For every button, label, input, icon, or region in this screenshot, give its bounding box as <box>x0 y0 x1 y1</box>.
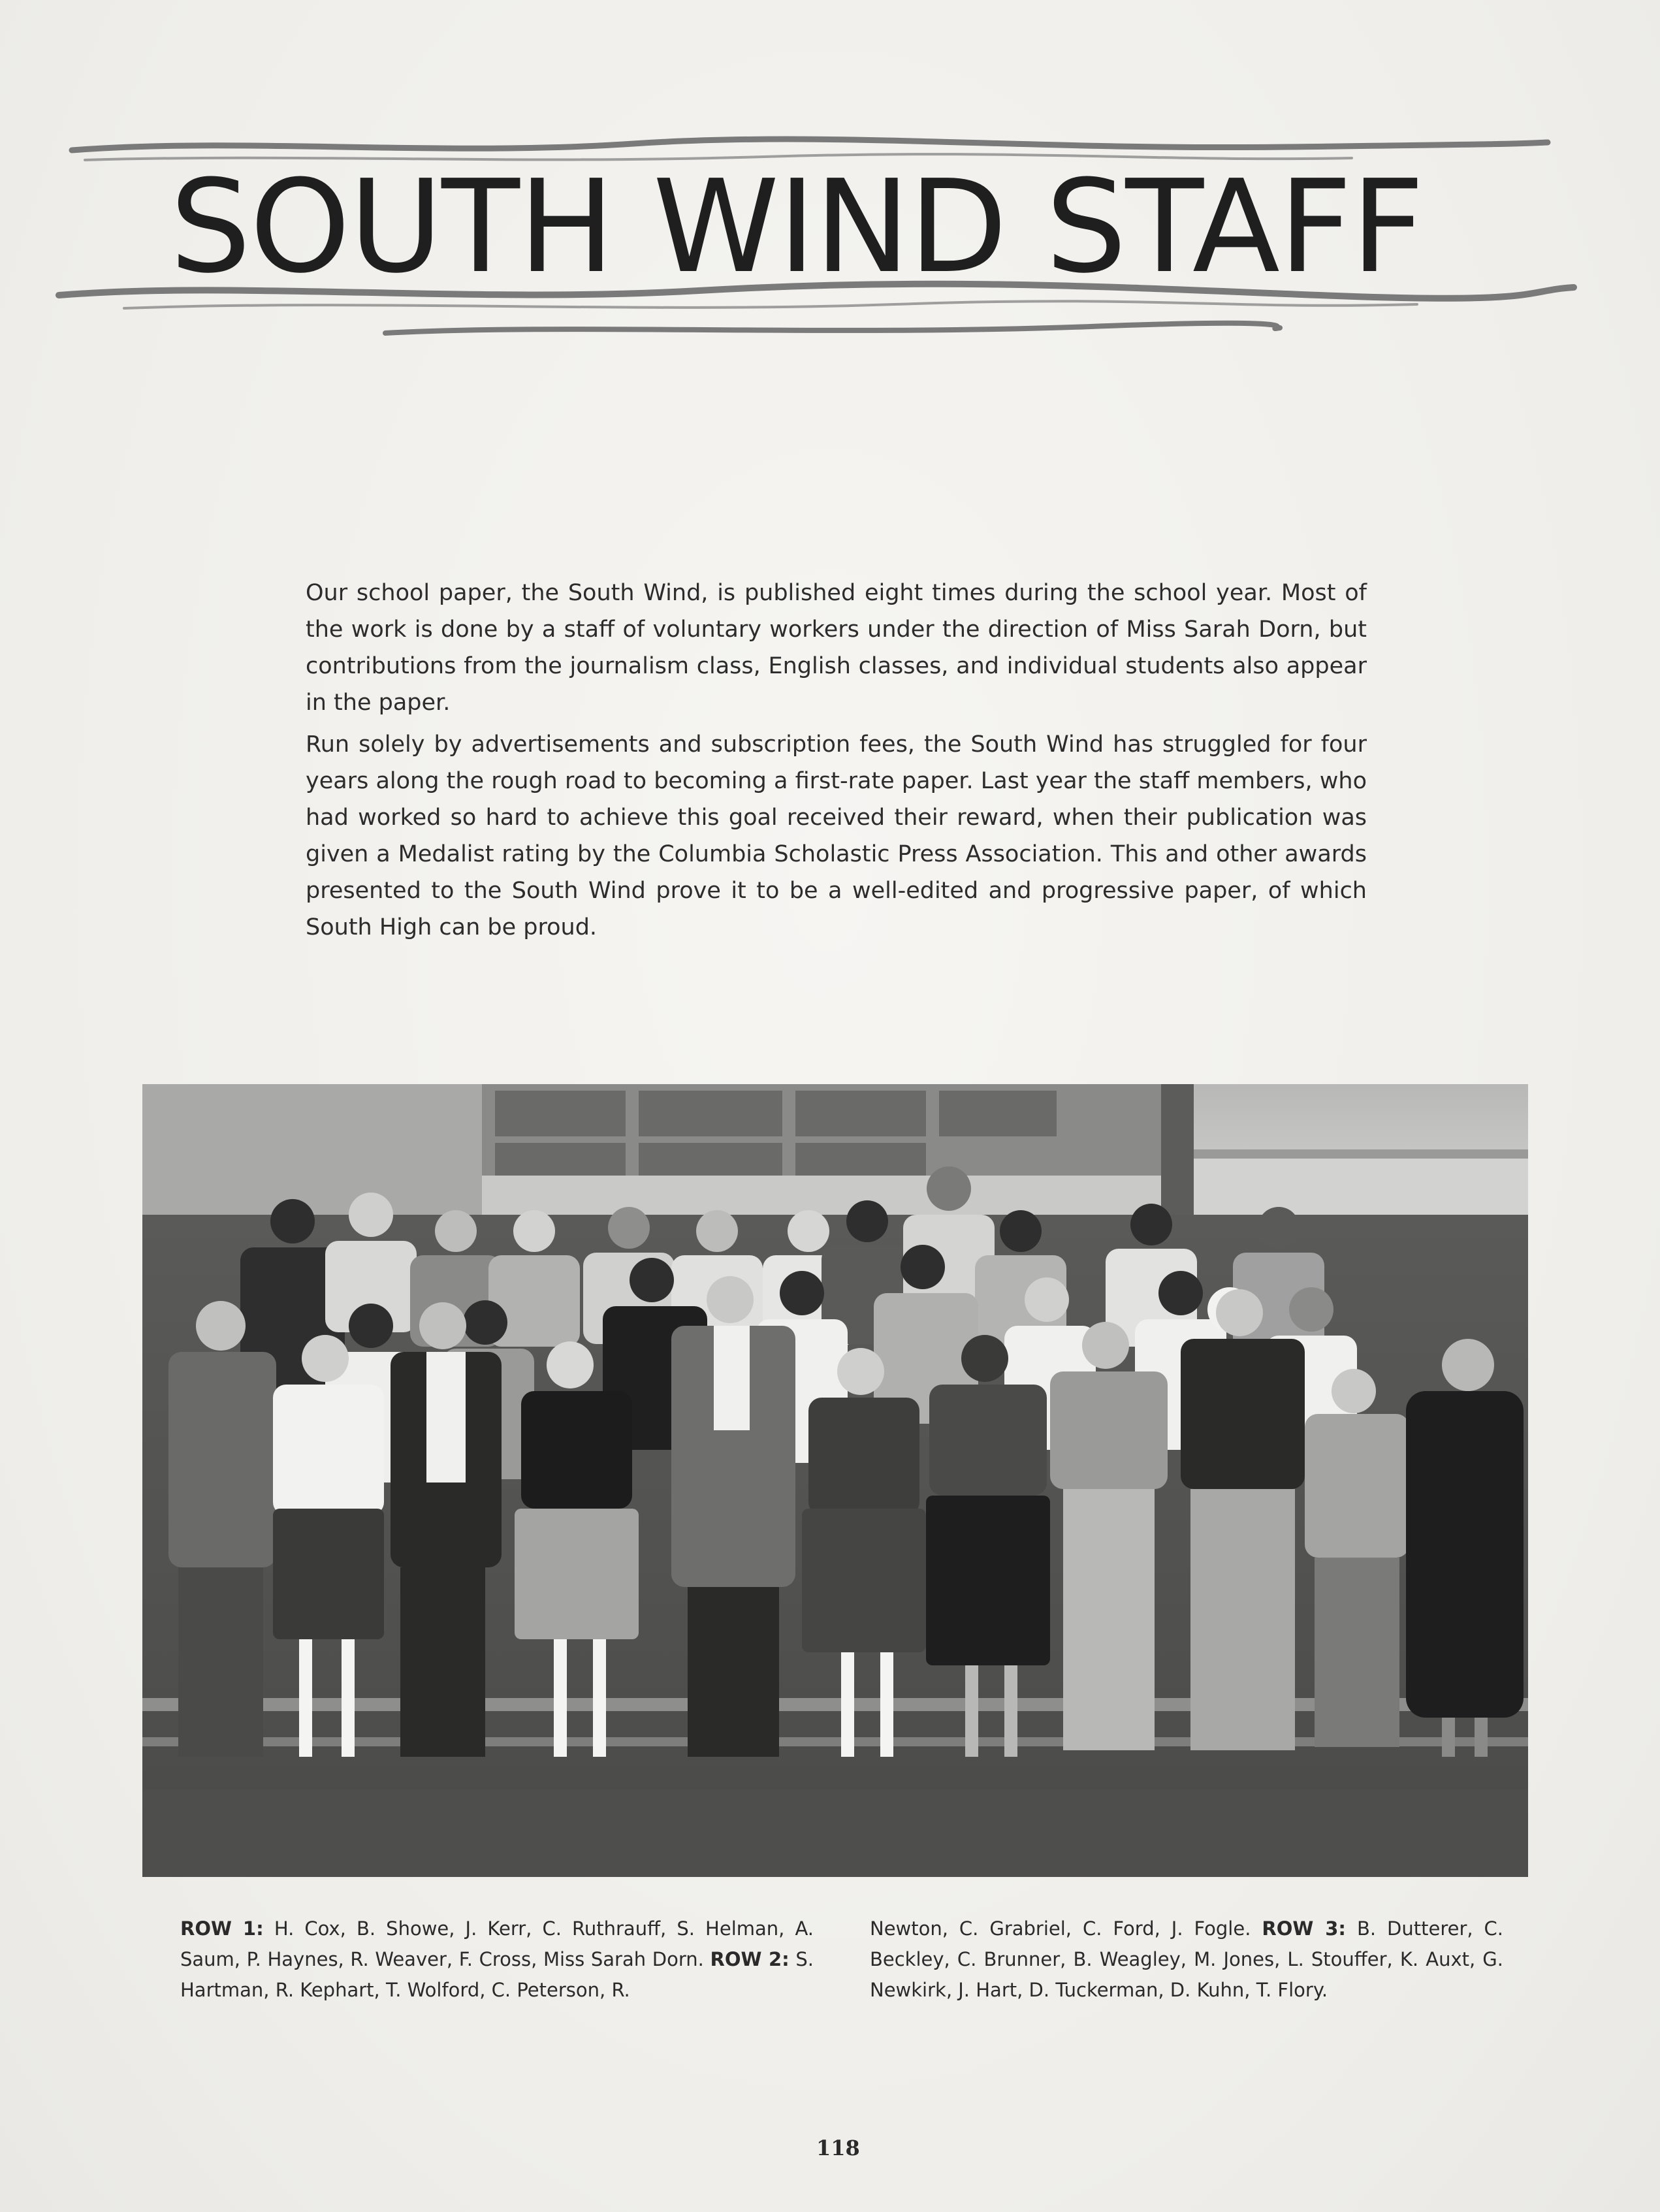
intro-text <box>306 575 1367 951</box>
title-block <box>46 124 1600 359</box>
row-3-names: B. Dutterer, C. Beckley, C. Brunner, B. Weagley, M. Jones, L. Stouffer, K. Auxt, G. Newkirk, J. Hart, D. Tuckerman, D. Kuhn, T. Flory. <box>870 1917 1504 2001</box>
page-number: 118 <box>816 2136 860 2160</box>
row-3-label: ROW 3: <box>1262 1917 1346 1940</box>
row-1-names: H. Cox, B. Showe, J. Kerr, C. Ruthrauff, S. Helman, A. Saum, P. Haynes, R. Weaver, F. Cross, Miss Sarah Dorn. <box>180 1917 814 1970</box>
photo-caption-right <box>870 1914 1503 2006</box>
staff-group-photo <box>142 1084 1528 1877</box>
group-photo-illustration <box>142 1084 1528 1877</box>
row-2-names-part-2: Newton, C. Grabriel, C. Ford, J. Fogle. <box>870 1917 1251 1940</box>
row-2-names-part-1: S. Hartman, R. Kephart, T. Wolford, C. Peterson, R. <box>180 1948 814 2001</box>
intro-paragraph-2: Run solely by advertisements and subscription fees, the South Wind has struggled for four years along the rough road to becoming a first-rate paper. Last year the staff members, who had worked so hard to achieve this goal received their reward, when their publication was given a Medalist rating by the Columbia Scholastic Press Association. This and other awards presented to the South Wind prove it to be a well-edited and progressive paper, of which South High can be proud. <box>306 731 1367 940</box>
row-1-label: ROW 1: <box>180 1917 264 1940</box>
intro-paragraph-1: Our school paper, the South Wind, is published eight times during the school year. Most of the work is done by a staff of voluntary workers under the direction of Miss Sarah Dorn, but contributions from the journalism class, English classes, and individual students also appear in the paper. <box>306 580 1367 716</box>
row-2-label: ROW 2: <box>710 1948 790 1970</box>
photo-caption-left <box>180 1914 814 2006</box>
page-title: SOUTH WIND STAFF <box>170 153 1424 302</box>
